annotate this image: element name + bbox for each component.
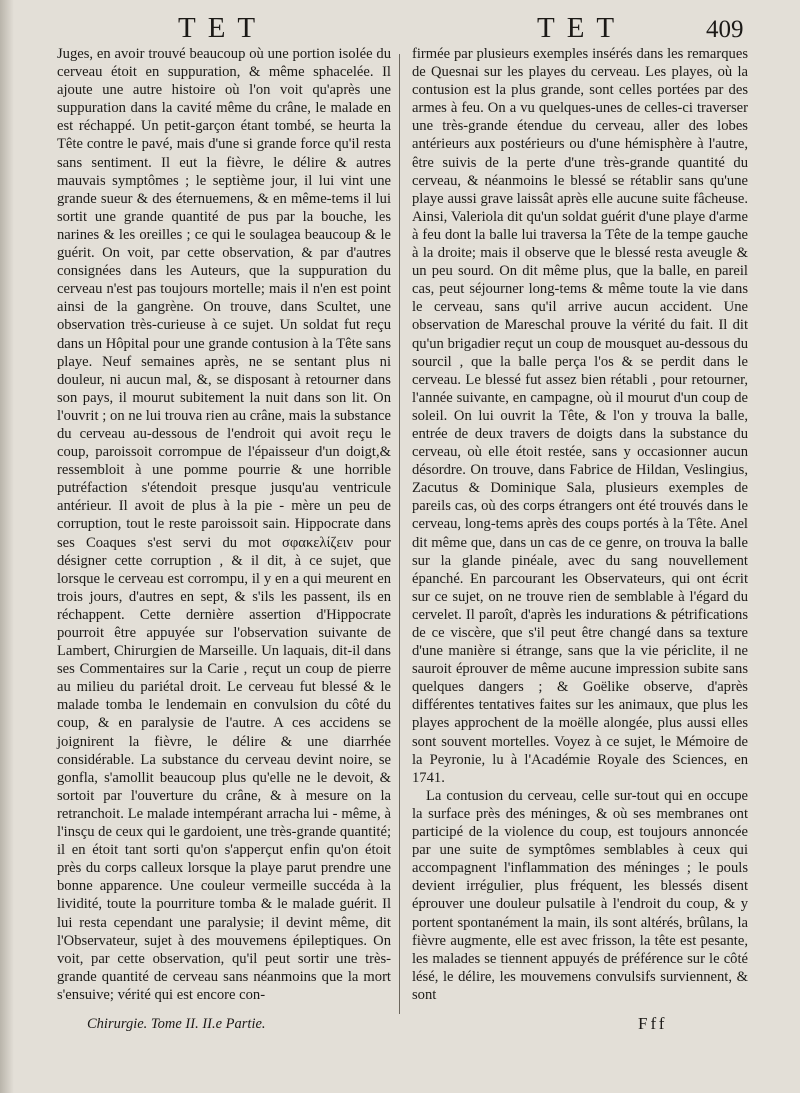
running-head-right: TET	[537, 12, 627, 44]
column-divider	[399, 54, 400, 1014]
running-head-left: TET	[178, 12, 268, 44]
left-column	[57, 45, 391, 1004]
binding-shadow	[0, 0, 14, 1093]
left-paragraph: Juges, en avoir trouvé beaucoup où une portion isolée du cerveau étoit en suppuration, & même sphacelée. Il ajoute une autre histoire où l'on voit qu'après une suppuration dans la cavité même du crâne, le malade en est réchappé. Un petit-garçon étant tombé, se heurta la Tête contre le pavé, mais d'une si grande force qu'il resta sans sentiment. Il eut la fièvre, le délire & autres mauvais symptômes ; le septième jour, il lui vint une grande sueur & des éternuemens, & en même-tems il lui sortit une grande quantité de pus par la bouche, les narines & les oreilles ; ce qui le soulagea beaucoup & le guérit. On voit, par cette observation, & par d'autres consignées dans les Auteurs, que la suppuration du cerveau n'est pas toujours mortelle; mais il n'en est point ainsi de la gangrène. On trouve, dans Scultet, une observation très-curieuse à ce sujet. Un soldat fut reçu dans un Hôpital pour une grande contusion à la Tête sans playe. Neuf semaines après, ne se sentant plus ni douleur, ni aucun mal, &, se disposant à retourner dans son pays, il mourut subitement la nuit dans son lit. On l'ouvrit ; on ne lui trouva rien au crâne, mais la substance du cerveau au-dessous de l'endroit qui avoit reçu le coup, paroissoit corrompue de l'épaisseur d'un doigt,& ressembloit à une pomme pourrie & une horrible putréfaction s'étendoit presque jusqu'au ventricule antérieur. Il avoit de plus à la pie - mère un peu de corruption, tout le reste paroissoit sain. Hippocrate dans ses Coaques s'est servi du mot σφακελίζειν pour désigner cette corruption , & il dit, à ce sujet, que lorsque le cerveau est corrompu, il y en a qui meurent en trois jours, d'autres en sept, & s'ils les passent, ils en réchappent. Cette dernière assertion d'Hippocrate pourroit être appuyée sur l'observation suivante de Lambert, Chirurgien de Marseille. Un laquais, dit-il dans ses Commentaires sur la Carie , reçut un coup de pierre au milieu du pariétal droit. Le cerveau fut blessé & le malade tomba le lendemain en convulsion du côté du coup, & en paralysie de l'autre. A ces accidens se joignirent la fièvre, le délire & une diarrhée considérable. La substance du cerveau devint noire, se gonfla, s'amollit beaucoup plus qu'elle ne le devoit, & sortoit par l'ouverture du crâne, & à mesure on la retranchoit. Le malade intempérant arracha lui - même, à l'insçu de ceux qui le gardoient, une très-grande quantité; il en étoit tant sorti qu'on s'apperçut enfin qu'on étoit près du corps calleux lorsque la playe parut prendre une bonne apparence. Une couleur vermeille succéda à la lividité, toute la pourriture tomba & le malade guérit. Il lui resta cependant une paralysie; il devint même, dit l'Observateur, sujet à des mouvemens épileptiques. On voit, par cette observation, qu'il peut sortir une très-grande quantité de cerveau sans néanmoins que la mort s'ensuive; vérité qui est encore con-	[57, 46, 391, 1003]
right-paragraph: La contusion du cerveau, celle sur-tout qui en occupe la surface près des méninges, & où ses membranes ont participé de la violence du coup, est toujours annoncée par une suite de symptômes semblables à ceux qui accompagnent l'inflammation des méninges ; le pouls devient irrégulier, plus fréquent, les blessés disent éprouver une douleur pulsatile à l'endroit du coup, & y portent spontanément la main, ils sont altérés, brûlans, la fièvre augmente, elle est avec frisson, la tête est pesante, les malades se tiennent appuyés de préférence sur le côté lésé, le délire, les mouvemens convulsifs surviennent, & sont	[412, 787, 748, 1003]
page-number: 409	[706, 16, 744, 43]
gathering-mark: Fff	[638, 1014, 668, 1033]
right-column	[412, 45, 748, 1004]
signature-line: Chirurgie. Tome II. II.e Partie.	[87, 1016, 266, 1032]
right-paragraph: firmée par plusieurs exemples insérés dans les remarques de Quesnai sur les playes du cerveau. Les playes, où la contusion est la plus grande, sont celles portées par des armes à feu. On a vu quelques-unes de celles-ci traverser une très-grande étendue du cerveau, aller des lobes antérieurs aux postérieurs ou d'une hémisphère à l'autre, être suivis de la perte d'une très-grande quantité du cerveau, & néanmoins le blessé se rétablir sans qu'une playe aussi grave laissât après elle aucune suite fâcheuse. Ainsi, Valeriola dit qu'un soldat guérit d'une playe d'arme à feu dont la balle lui traversa la Tête de la tempe gauche à la droite; mais il observe que le blessé resta aveugle & un peu sourd. On dit même plus, que la balle, en pareil cas, peut séjourner long-tems & même toute la vie dans le cerveau, sans qu'il arrive aucun accident. Une observation de Mareschal prouve la vérité du fait. Il dit qu'un brigadier reçut un coup de mousquet au-dessous du sourcil , que la balle perça l'os & se perdit dans le cerveau. Le blessé fut assez bien rétabli , pour retourner, l'année suivante, en campagne, où il mourut d'un coup de soleil. On lui ouvrit la Tête, & l'on y trouva la balle, entrée de deux travers de doigts dans la substance du cerveau, où elle étoit restée, sans y occasionner aucun désordre. On trouve, dans Fabrice de Hildan, Veslingius, Zacutus & Dominique Sala, plusieurs exemples de pareils cas, où des corps étrangers ont été trouvés dans le cerveau, long-tems après des coups portés à la Tête. Anel dit même que, dans un cas de ce genre, on trouva la balle sur la glande pinéale, avec du sang nouvellement épanché. En parcourant les Observateurs, qui ont écrit sur ce sujet, on ne trouve rien de semblable à l'égard du cervelet. Il paroît, d'après les indurations & pétrifications de ce viscère, que s'il peut être changé dans sa texture d'une manière si étrange, sans que la vie périclite, il ne sauroit éprouver de même aucune impression subite sans quelques dangers ; & Goëlike observe, d'après différentes tentatives faites sur les animaux, que plus les playes approchent de la moëlle alongée, plus aussi elles sont souvent mortelles. Voyez à ce sujet, le Mémoire de la Peyronie, lu à l'Académie Royale des Sciences, en 1741.	[412, 46, 748, 786]
